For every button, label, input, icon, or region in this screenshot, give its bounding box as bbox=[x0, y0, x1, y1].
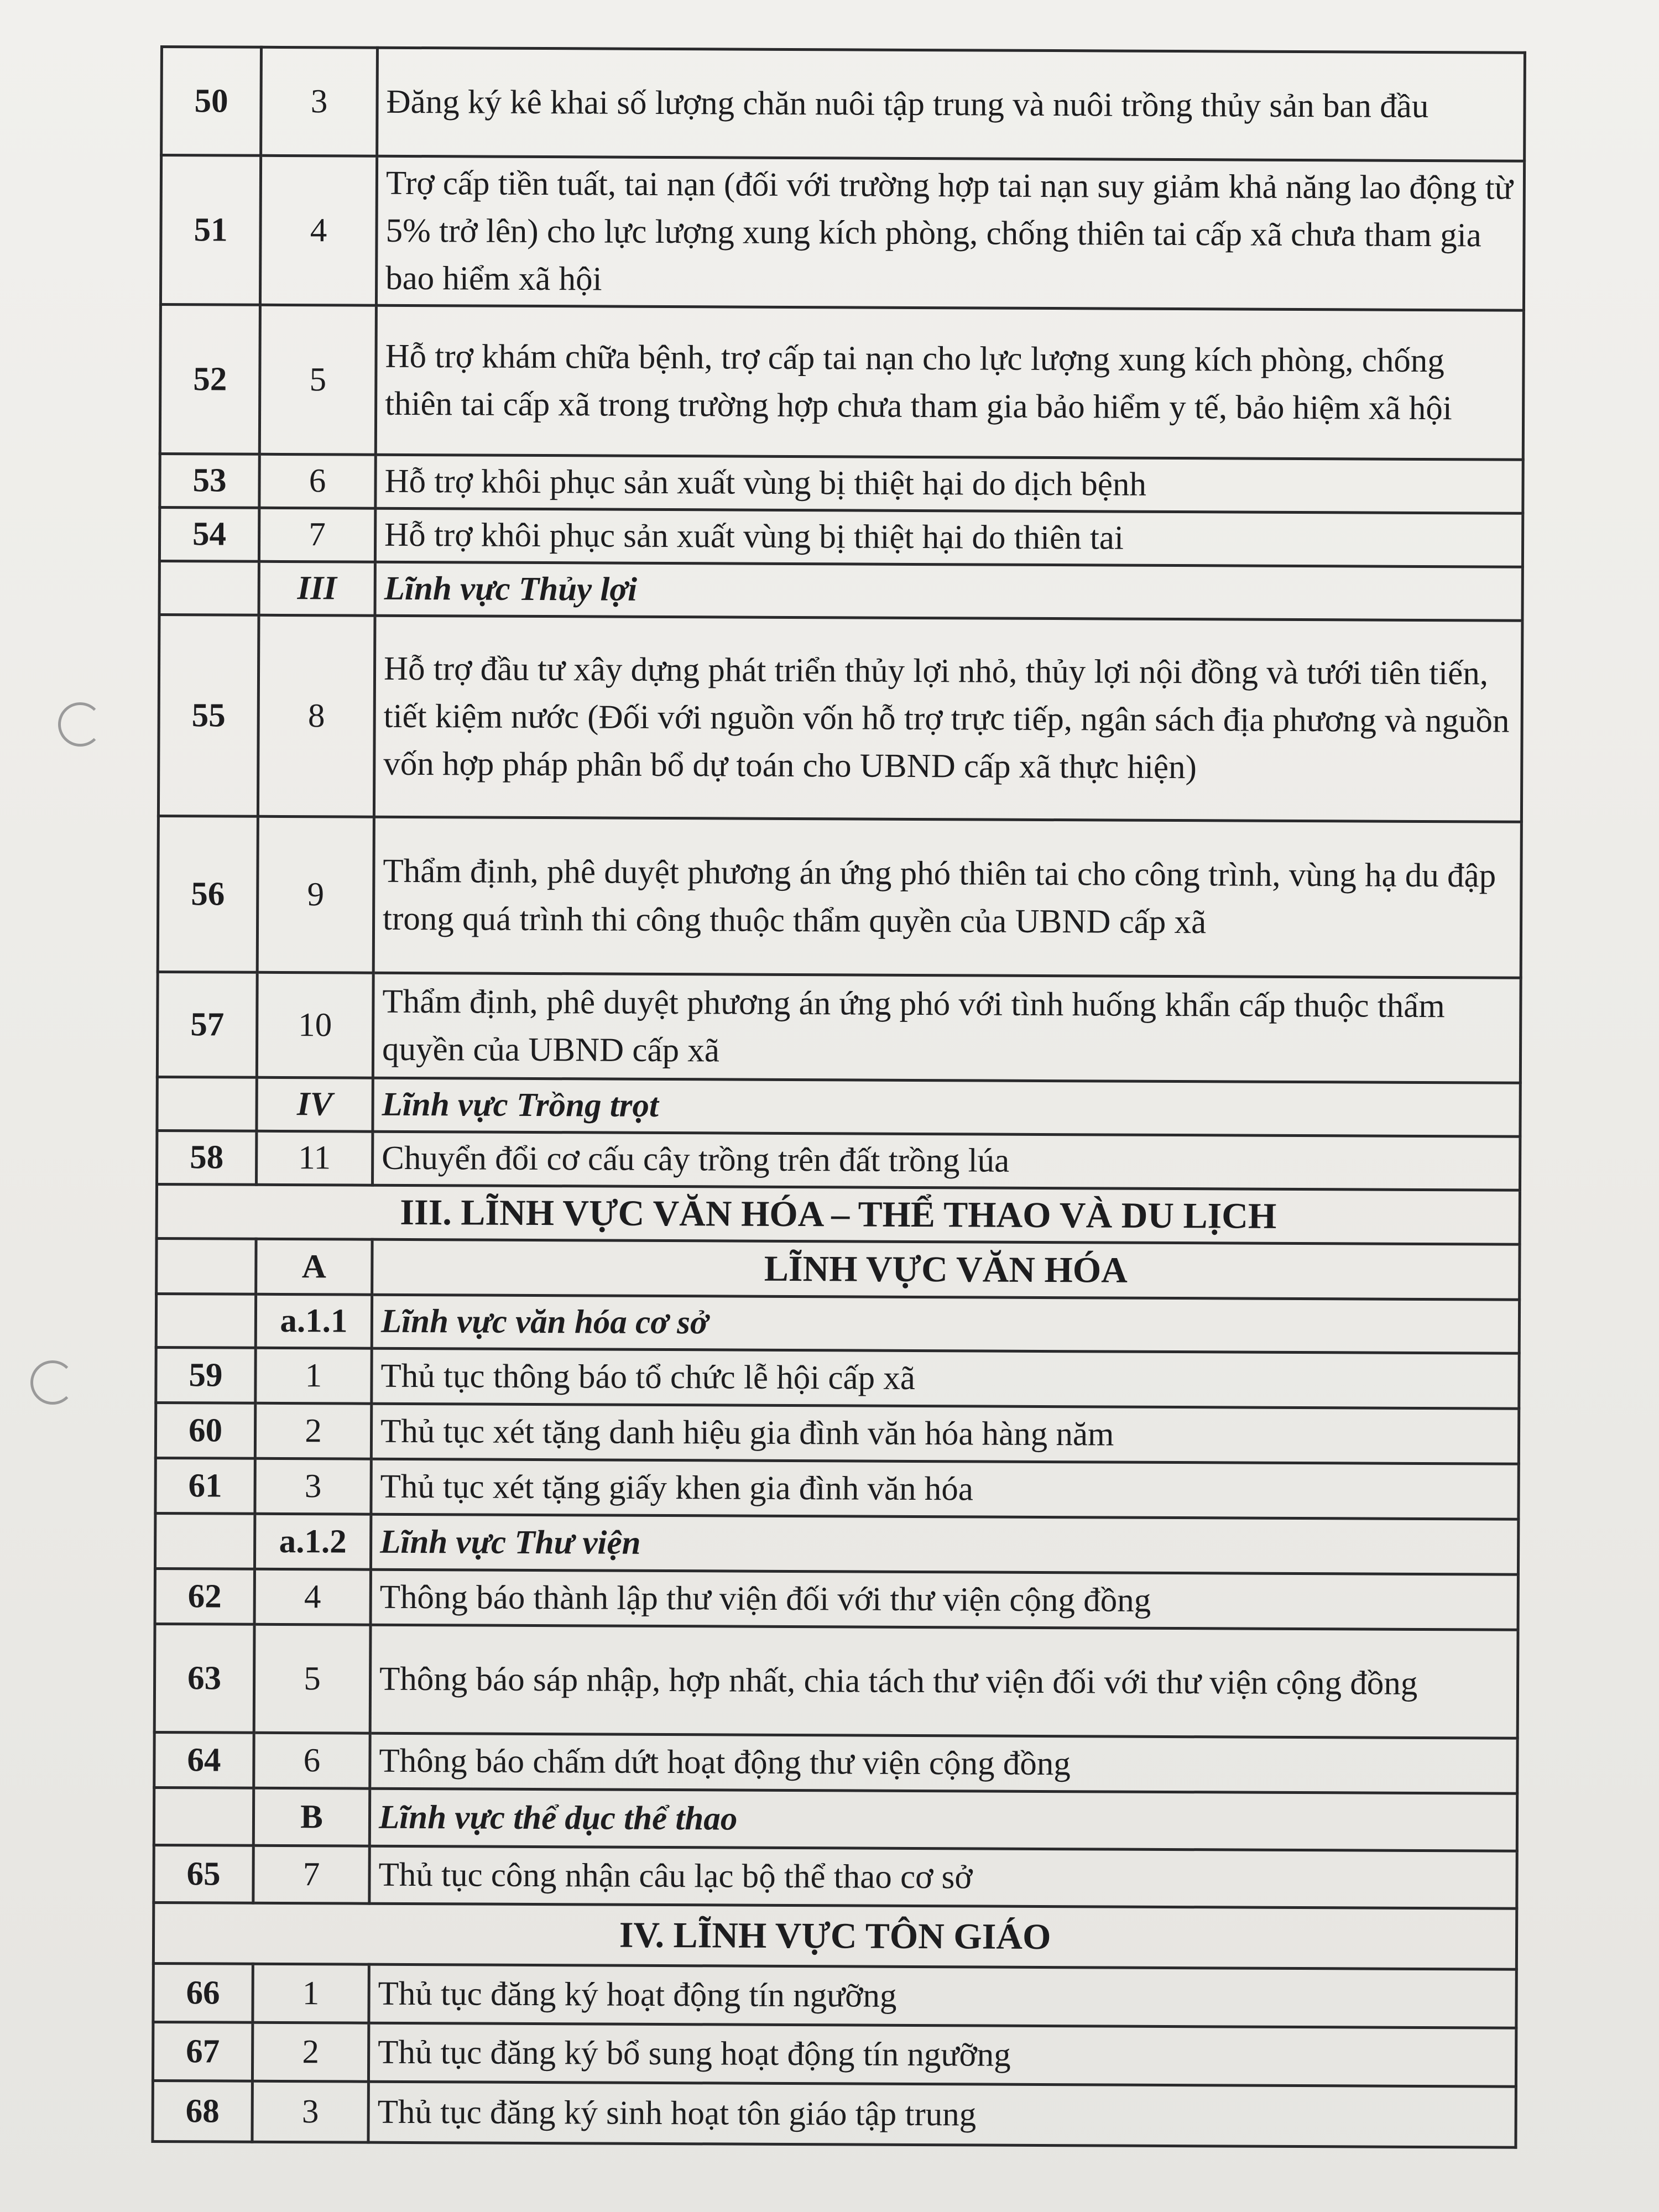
row-number: 3 bbox=[255, 1458, 371, 1514]
section-title: III. LĨNH VỰC VĂN HÓA – THỂ THAO VÀ DU LỊCH bbox=[156, 1184, 1520, 1244]
row-stt: 58 bbox=[157, 1130, 257, 1185]
punch-hole-mark bbox=[58, 702, 102, 747]
row-procedure: Thông báo sáp nhập, hợp nhất, chia tách thư viện đối với thư viện cộng đồng bbox=[370, 1625, 1518, 1738]
table-row bbox=[157, 972, 1521, 1083]
row-procedure: Thủ tục xét tặng danh hiệu gia đình văn hóa hàng năm bbox=[371, 1404, 1519, 1464]
row-procedure: Thủ tục đăng ký bổ sung hoạt động tín ngưỡng bbox=[368, 2023, 1516, 2086]
row-stt: 54 bbox=[159, 508, 259, 562]
row-procedure: Thủ tục đăng ký sinh hoạt tôn giáo tập trung bbox=[368, 2081, 1516, 2147]
row-number: 1 bbox=[255, 1348, 372, 1404]
group-code: a.1.1 bbox=[255, 1294, 372, 1348]
row-procedure: Hỗ trợ đầu tư xây dựng phát triển thủy lợi nhỏ, thủy lợi nội đồng và tưới tiên tiến, tiết kiệm nước (Đối với nguồn vốn hỗ trợ trực tiếp, ngân sách địa phương và nguồn vốn hợp pháp phân bổ dự toán cho UBND cấp xã thực hiện) bbox=[374, 615, 1522, 822]
table-row bbox=[158, 615, 1522, 822]
row-number: 4 bbox=[260, 155, 377, 305]
row-stt: 57 bbox=[157, 972, 257, 1077]
empty-cell bbox=[157, 1077, 257, 1131]
row-number: 3 bbox=[261, 47, 378, 156]
empty-cell bbox=[154, 1787, 253, 1845]
group-row bbox=[159, 561, 1522, 621]
table-row bbox=[155, 1568, 1518, 1630]
row-procedure: Đăng ký kê khai số lượng chăn nuôi tập trung và nuôi trồng thủy sản ban đầu bbox=[377, 48, 1525, 161]
row-procedure: Thông báo thành lập thư viện đối với thư viện cộng đồng bbox=[371, 1569, 1518, 1630]
row-stt: 68 bbox=[153, 2080, 252, 2142]
row-number: 5 bbox=[259, 305, 376, 455]
row-number: 8 bbox=[258, 615, 375, 817]
row-stt: 61 bbox=[155, 1458, 255, 1514]
subsection-row bbox=[156, 1238, 1520, 1300]
empty-cell bbox=[159, 561, 259, 615]
row-number: 11 bbox=[257, 1131, 373, 1185]
table-row bbox=[153, 1963, 1516, 2028]
table-row bbox=[161, 47, 1525, 161]
row-stt: 53 bbox=[160, 454, 259, 508]
row-stt: 50 bbox=[161, 47, 262, 156]
group-title: Lĩnh vực Thủy lợi bbox=[375, 562, 1522, 620]
group-row bbox=[154, 1787, 1517, 1851]
empty-cell bbox=[155, 1513, 254, 1569]
row-procedure: Hỗ trợ khôi phục sản xuất vùng bị thiệt hại do thiên tai bbox=[375, 508, 1522, 567]
row-stt: 66 bbox=[153, 1963, 253, 2022]
row-procedure: Thủ tục công nhận câu lạc bộ thể thao cơ sở bbox=[369, 1846, 1517, 1908]
row-stt: 65 bbox=[154, 1845, 253, 1903]
subsection-title: LĨNH VỰC VĂN HÓA bbox=[372, 1239, 1520, 1300]
row-number: 6 bbox=[259, 454, 375, 508]
row-number: 7 bbox=[253, 1845, 369, 1903]
row-procedure: Thẩm định, phê duyệt phương án ứng phó với tình huống khẩn cấp thuộc thẩm quyền của UBND cấp xã bbox=[373, 973, 1521, 1083]
row-number: 3 bbox=[252, 2081, 368, 2142]
group-row bbox=[155, 1513, 1518, 1574]
row-procedure: Thủ tục thông báo tổ chức lễ hội cấp xã bbox=[372, 1348, 1519, 1408]
empty-cell bbox=[156, 1293, 255, 1348]
row-procedure: Thủ tục xét tặng giấy khen gia đình văn hóa bbox=[371, 1459, 1519, 1519]
group-title: Lĩnh vực văn hóa cơ sở bbox=[372, 1295, 1519, 1353]
group-code: a.1.2 bbox=[254, 1514, 371, 1569]
row-number: 7 bbox=[259, 508, 375, 562]
table-row bbox=[154, 1732, 1517, 1793]
row-procedure: Thủ tục đăng ký hoạt động tín ngưỡng bbox=[369, 1964, 1516, 2028]
table-row bbox=[160, 305, 1524, 460]
row-procedure: Thẩm định, phê duyệt phương án ứng phó thiên tai cho công trình, vùng hạ du đập trong quá trình thi công thuộc thẩm quyền của UBND cấp xã bbox=[373, 817, 1521, 978]
procedure-table bbox=[151, 45, 1526, 2149]
table-row bbox=[153, 2022, 1516, 2086]
table-row bbox=[155, 1402, 1519, 1464]
group-row bbox=[156, 1293, 1519, 1353]
group-code: III bbox=[259, 561, 375, 615]
group-title: Lĩnh vực Trồng trọt bbox=[373, 1078, 1520, 1136]
row-stt: 56 bbox=[158, 816, 258, 972]
row-stt: 60 bbox=[155, 1402, 255, 1458]
group-code: IV bbox=[257, 1077, 373, 1131]
subsection-code: A bbox=[256, 1239, 372, 1295]
table-row bbox=[157, 1130, 1520, 1190]
group-row bbox=[157, 1077, 1520, 1136]
row-procedure: Hỗ trợ khôi phục sản xuất vùng bị thiệt hại do dịch bệnh bbox=[375, 455, 1523, 513]
table-row bbox=[154, 1845, 1517, 1908]
row-stt: 64 bbox=[154, 1732, 254, 1788]
section-row bbox=[153, 1902, 1516, 1969]
table-row bbox=[154, 1624, 1518, 1738]
row-number: 2 bbox=[252, 2022, 368, 2081]
row-stt: 52 bbox=[160, 305, 260, 455]
row-number: 5 bbox=[254, 1624, 371, 1733]
group-title: Lĩnh vực Thư viện bbox=[371, 1514, 1518, 1574]
table-row bbox=[153, 2080, 1516, 2147]
row-number: 10 bbox=[257, 972, 373, 1078]
row-number: 2 bbox=[255, 1403, 371, 1459]
row-procedure: Thông báo chấm dứt hoạt động thư viện cộng đồng bbox=[370, 1733, 1517, 1793]
group-code: B bbox=[253, 1788, 369, 1846]
row-procedure: Hỗ trợ khám chữa bệnh, trợ cấp tai nạn cho lực lượng xung kích phòng, chống thiên tai cấp xã trong trường hợp chưa tham gia bảo hiểm y tế, bảo hiệm xã hội bbox=[375, 305, 1524, 460]
table-row bbox=[160, 454, 1523, 514]
punch-hole-mark bbox=[30, 1360, 75, 1405]
table-row bbox=[156, 1347, 1519, 1408]
row-stt: 59 bbox=[156, 1347, 255, 1403]
section-row bbox=[156, 1184, 1520, 1244]
group-title: Lĩnh vực thể dục thể thao bbox=[369, 1788, 1517, 1851]
row-procedure: Trợ cấp tiền tuất, tai nạn (đối với trường hợp tai nạn suy giảm khả năng lao động từ 5% trở lên) cho lực lượng xung kích phòng, chống thiên tai cấp xã chưa tham gia bao hiểm xã hội bbox=[376, 156, 1524, 310]
table-row bbox=[159, 508, 1522, 567]
section-title: IV. LĨNH VỰC TÔN GIÁO bbox=[153, 1902, 1516, 1969]
row-procedure: Chuyển đổi cơ cấu cây trồng trên đất trồng lúa bbox=[373, 1131, 1520, 1190]
empty-cell bbox=[156, 1238, 256, 1294]
table-row bbox=[160, 155, 1524, 311]
table-row bbox=[155, 1458, 1519, 1519]
row-number: 9 bbox=[257, 816, 374, 973]
table-row bbox=[158, 816, 1521, 978]
row-number: 4 bbox=[254, 1569, 371, 1625]
row-stt: 63 bbox=[154, 1624, 254, 1733]
row-stt: 51 bbox=[160, 155, 260, 305]
row-stt: 55 bbox=[158, 615, 259, 817]
row-stt: 67 bbox=[153, 2022, 252, 2081]
row-number: 1 bbox=[253, 1964, 369, 2023]
row-number: 6 bbox=[254, 1733, 370, 1788]
row-stt: 62 bbox=[155, 1568, 254, 1624]
